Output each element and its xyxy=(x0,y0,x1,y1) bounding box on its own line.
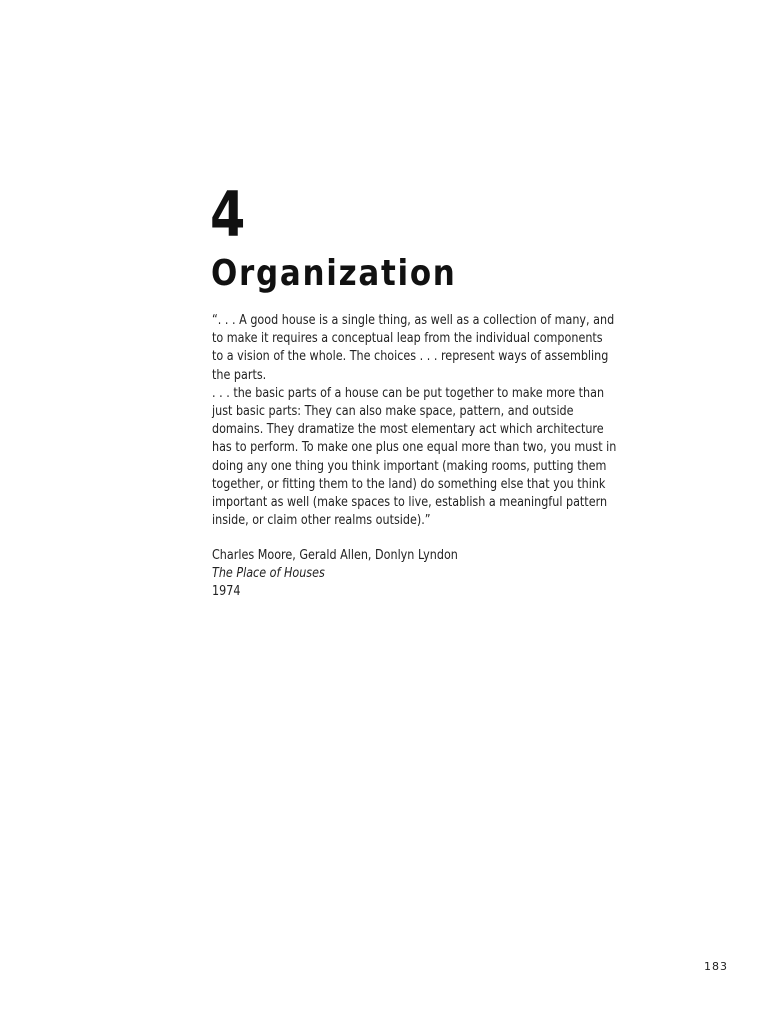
attribution-book-title: The Place of Houses xyxy=(212,566,325,582)
attribution-authors: Charles Moore, Gerald Allen, Donlyn Lyndon xyxy=(212,548,458,563)
epigraph-line: the parts. xyxy=(212,367,267,383)
epigraph-line: inside, or claim other realms outside).” xyxy=(212,513,431,529)
epigraph-line: doing any one thing you think important (making rooms, putting them xyxy=(212,458,607,474)
chapter-title: Organization xyxy=(211,253,457,294)
epigraph-line: together, or fitting them to the land) do something else that you think xyxy=(212,476,606,492)
epigraph-line: just basic parts: They can also make space, pattern, and outside xyxy=(212,404,574,420)
epigraph-line: to a vision of the whole. The choices . . . represent ways of assembling xyxy=(212,349,609,365)
epigraph-line: . . . the basic parts of a house can be put together to make more than xyxy=(212,385,605,401)
epigraph-quote xyxy=(212,312,617,530)
epigraph-line: important as well (make spaces to live, establish a meaningful pattern xyxy=(212,495,608,511)
attribution-year: 1974 xyxy=(212,584,241,600)
epigraph-attribution xyxy=(212,547,458,602)
epigraph-line: “. . . A good house is a single thing, as well as a collection of many, and xyxy=(212,313,615,328)
page-number: 183 xyxy=(704,960,728,973)
chapter-number: 4 xyxy=(210,178,246,251)
epigraph-line: has to perform. To make one plus one equal more than two, you must in xyxy=(212,440,617,456)
epigraph-line: to make it requires a conceptual leap from the individual components xyxy=(212,331,603,347)
epigraph-line: domains. They dramatize the most elementary act which architecture xyxy=(212,422,604,438)
